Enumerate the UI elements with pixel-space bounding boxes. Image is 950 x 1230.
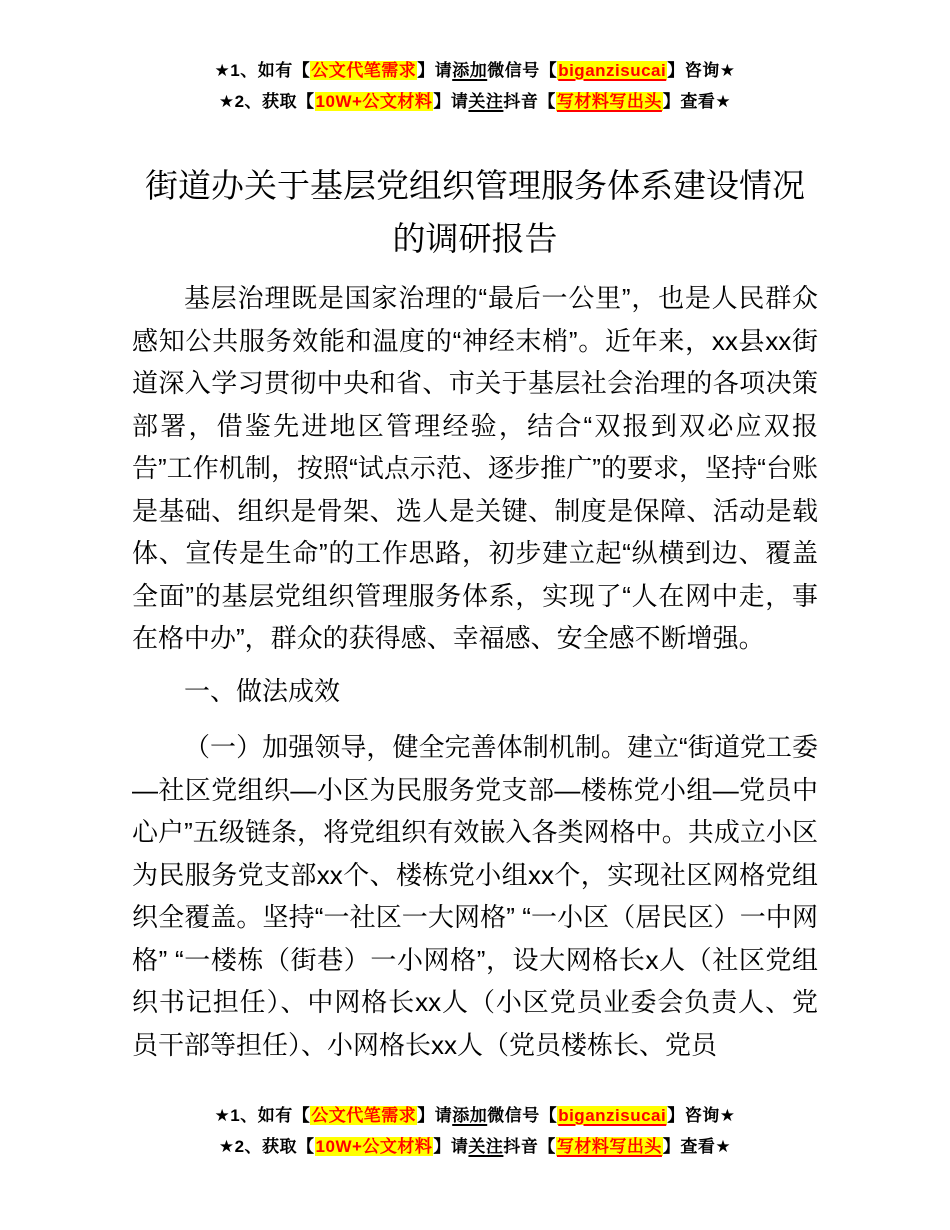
promo-wechat-id: biganzisucai xyxy=(558,61,667,80)
promo-text: 抖音【 xyxy=(503,92,556,111)
promo-text: 】查看★ xyxy=(662,92,732,111)
promo-text: 】请 xyxy=(433,1137,469,1156)
promo-text: ★2、获取【 xyxy=(218,92,315,111)
promo-highlight: 10W+公文材料 xyxy=(315,92,433,111)
promo-footer-line-2 xyxy=(0,1131,950,1162)
document-title: 街道办关于基层党组织管理服务体系建设情况的调研报告 xyxy=(145,167,805,257)
promo-underline-text: 关注 xyxy=(468,92,504,111)
promo-footer xyxy=(0,1100,950,1162)
promo-underline-text: 添加 xyxy=(452,1106,488,1125)
paragraph-intro: 基层治理既是国家治理的“最后一公里”，也是人民群众感知公共服务效能和温度的“神经末梢”。近年来，xx县xx街道深入学习贯彻中央和省、市关于基层社会治理的各项决策部署，借鉴先进地区管理经验，结合“双报到双必应双报告”工作机制，按照“试点示范、逐步推广”的要求，坚持“台账是基础、组织是骨架、选人是关键、制度是保障、活动是载体、宣传是生命”的工作思路，初步建立起“纵横到边、覆盖全面”的基层党组织管理服务体系，实现了“人在网中走，事在格中办”，群众的获得感、幸福感、安全感不断增强。 xyxy=(132,283,818,653)
promo-header xyxy=(0,0,950,117)
promo-footer-line-1 xyxy=(0,1100,950,1131)
promo-text: ★1、如有【 xyxy=(214,1106,311,1125)
promo-highlight: 公文代笔需求 xyxy=(311,61,417,80)
promo-header-line-1 xyxy=(0,55,950,86)
promo-douyin-id: 写材料写出头 xyxy=(556,92,662,111)
promo-underline-text: 关注 xyxy=(468,1137,504,1156)
promo-text: ★2、获取【 xyxy=(218,1137,315,1156)
promo-header-line-2 xyxy=(0,86,950,117)
promo-wechat-id: biganzisucai xyxy=(558,1106,667,1125)
promo-text: 微信号【 xyxy=(487,1106,558,1125)
promo-text: 】请 xyxy=(417,61,453,80)
promo-text: 】请 xyxy=(433,92,469,111)
promo-douyin-id: 写材料写出头 xyxy=(556,1137,662,1156)
promo-text: ★1、如有【 xyxy=(214,61,311,80)
promo-highlight: 公文代笔需求 xyxy=(311,1106,417,1125)
section-heading-1: 一、做法成效 xyxy=(184,675,341,706)
promo-text: 】请 xyxy=(417,1106,453,1125)
promo-text: 】咨询★ xyxy=(667,1106,736,1125)
promo-highlight: 10W+公文材料 xyxy=(315,1137,433,1156)
promo-text: 抖音【 xyxy=(503,1137,556,1156)
paragraph-section-1: （一）加强领导，健全完善体制机制。建立“街道党工委—社区党组织—小区为民服务党支部—楼栋党小组—党员中心户”五级链条，将党组织有效嵌入各类网格中。共成立小区为民服务党支部xx个、楼栋党小组xx个，实现社区网格党组织全覆盖。坚持“一社区一大网格” “一小区（居民区）一中网格” “一楼栋（街巷）一小网格”，设大网格长x人（社区党组织书记担任）、中网格长xx人（小区党员业委会负责人、党员干部等担任）、小网格长xx人（党员楼栋长、党员 xyxy=(132,732,818,1060)
promo-text: 】咨询★ xyxy=(667,61,736,80)
promo-text: 微信号【 xyxy=(487,61,558,80)
promo-text: 】查看★ xyxy=(662,1137,732,1156)
promo-underline-text: 添加 xyxy=(452,61,488,80)
